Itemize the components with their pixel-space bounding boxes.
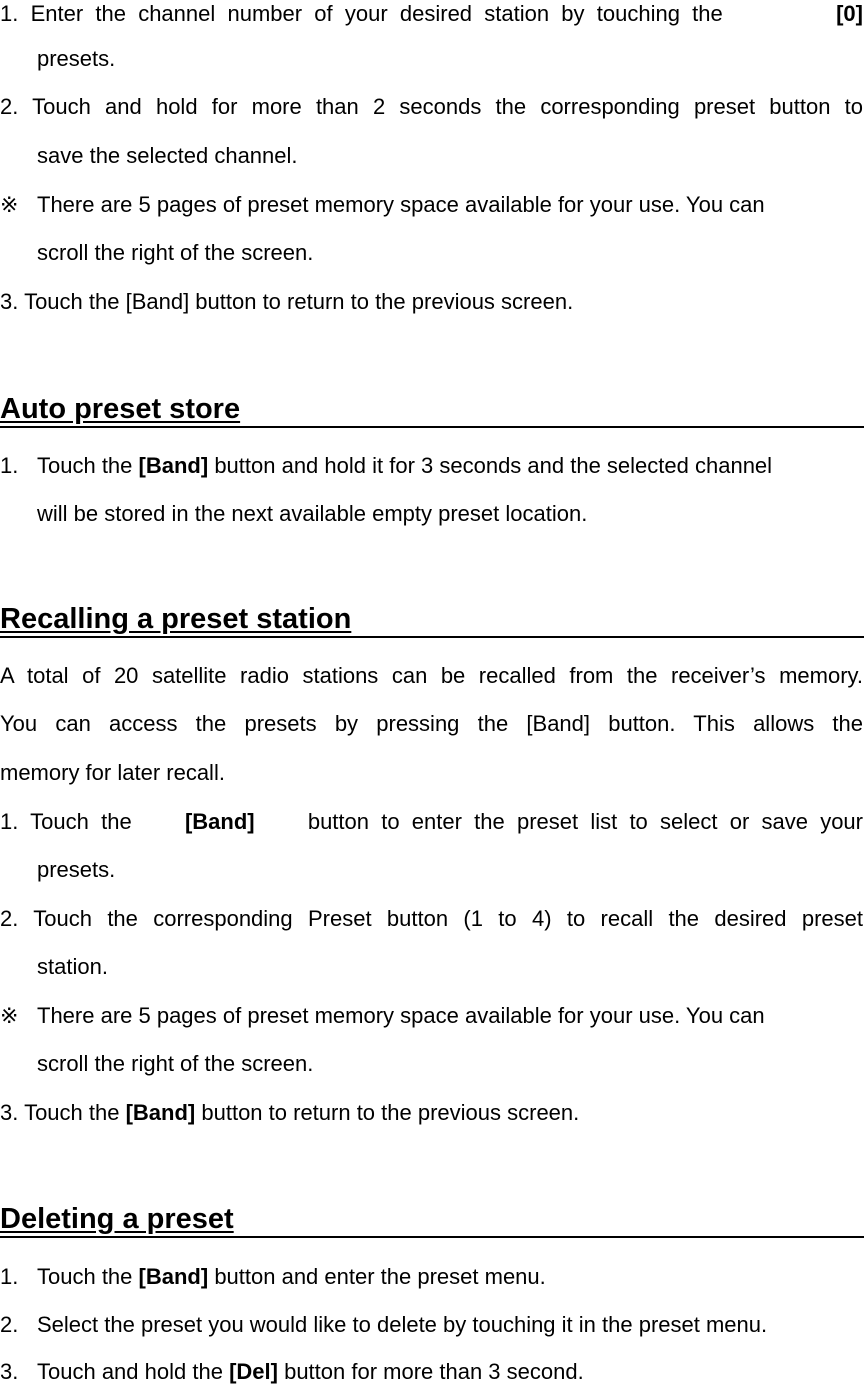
delete-step3-pre: Touch and hold the	[37, 1359, 223, 1384]
auto-preset-step1-pre: Touch the	[37, 453, 133, 478]
note-mark-icon: ※	[0, 1003, 19, 1028]
section1-step1-bold: [0]	[836, 1, 863, 26]
delete-step1-num: 1.	[0, 1264, 19, 1289]
delete-step3-bold: [Del]	[229, 1359, 278, 1384]
auto-preset-step1-num: 1.	[0, 453, 19, 478]
auto-preset-step1-cont: will be stored in the next available empty preset location.	[37, 501, 588, 526]
heading-delete-text: Deleting a preset	[0, 1203, 234, 1235]
recall-step3-post: button to return to the previous screen.	[201, 1100, 580, 1125]
section1-note-text: There are 5 pages of preset memory space available for your use. You can	[37, 192, 765, 217]
delete-step2-text: Select the preset you would like to delete by touching it in the preset menu.	[37, 1312, 768, 1337]
section1-note-cont: scroll the right of the screen.	[37, 240, 314, 265]
section1-step1	[0, 0, 863, 28]
recall-step1	[0, 808, 863, 836]
heading-auto-preset	[0, 392, 864, 428]
heading-recall-text: Recalling a preset station	[0, 603, 352, 635]
recall-step3	[0, 1099, 863, 1127]
recall-step2: 2. Touch the corresponding Preset button (1 to 4) to recall the desired preset	[0, 906, 863, 931]
recall-step3-pre: 3. Touch the	[0, 1100, 120, 1125]
recall-step1-cont: presets.	[37, 857, 116, 882]
recall-note-cont: scroll the right of the screen.	[37, 1051, 314, 1076]
delete-step3	[0, 1358, 863, 1386]
heading-delete	[0, 1202, 864, 1238]
section1-note	[0, 191, 863, 219]
delete-step2	[0, 1311, 863, 1339]
recall-step1-pre: 1. Touch the	[0, 809, 132, 834]
section1-step1-text: 1. Enter the channel number of your desired station by touching the	[0, 1, 723, 26]
delete-step1-bold: [Band]	[138, 1264, 209, 1289]
delete-step3-num: 3.	[0, 1359, 19, 1384]
section1-step2: 2. Touch and hold for more than 2 seconds the corresponding preset button to	[0, 94, 863, 119]
recall-note	[0, 1002, 863, 1030]
recall-para1: A total of 20 satellite radio stations can be recalled from the receiver’s memory.	[0, 663, 863, 688]
section1-step3: 3. Touch the [Band] button to return to the previous screen.	[0, 289, 574, 314]
delete-step1-pre: Touch the	[37, 1264, 133, 1289]
recall-step2-cont: station.	[37, 954, 108, 979]
auto-preset-step1-post: button and hold it for 3 seconds and the selected channel	[214, 453, 773, 478]
recall-step1-post: button to enter the preset list to select or save your	[307, 809, 863, 834]
recall-step3-bold: [Band]	[125, 1100, 196, 1125]
section1-step2-cont: save the selected channel.	[37, 143, 298, 168]
delete-step2-num: 2.	[0, 1312, 19, 1337]
delete-step3-post: button for more than 3 second.	[284, 1359, 584, 1384]
section1-step1-cont: presets.	[37, 46, 116, 71]
note-mark-icon: ※	[0, 192, 19, 217]
auto-preset-step1-bold: [Band]	[138, 453, 209, 478]
recall-note-text: There are 5 pages of preset memory space available for your use. You can	[37, 1003, 765, 1028]
delete-step1	[0, 1263, 863, 1291]
recall-para3: memory for later recall.	[0, 760, 225, 785]
heading-recall	[0, 602, 864, 638]
delete-step1-post: button and enter the preset menu.	[214, 1264, 546, 1289]
heading-auto-preset-text: Auto preset store	[0, 393, 241, 425]
recall-step1-bold: [Band]	[184, 809, 255, 834]
auto-preset-step1	[0, 452, 863, 480]
recall-para2: You can access the presets by pressing the [Band] button. This allows the	[0, 711, 863, 736]
